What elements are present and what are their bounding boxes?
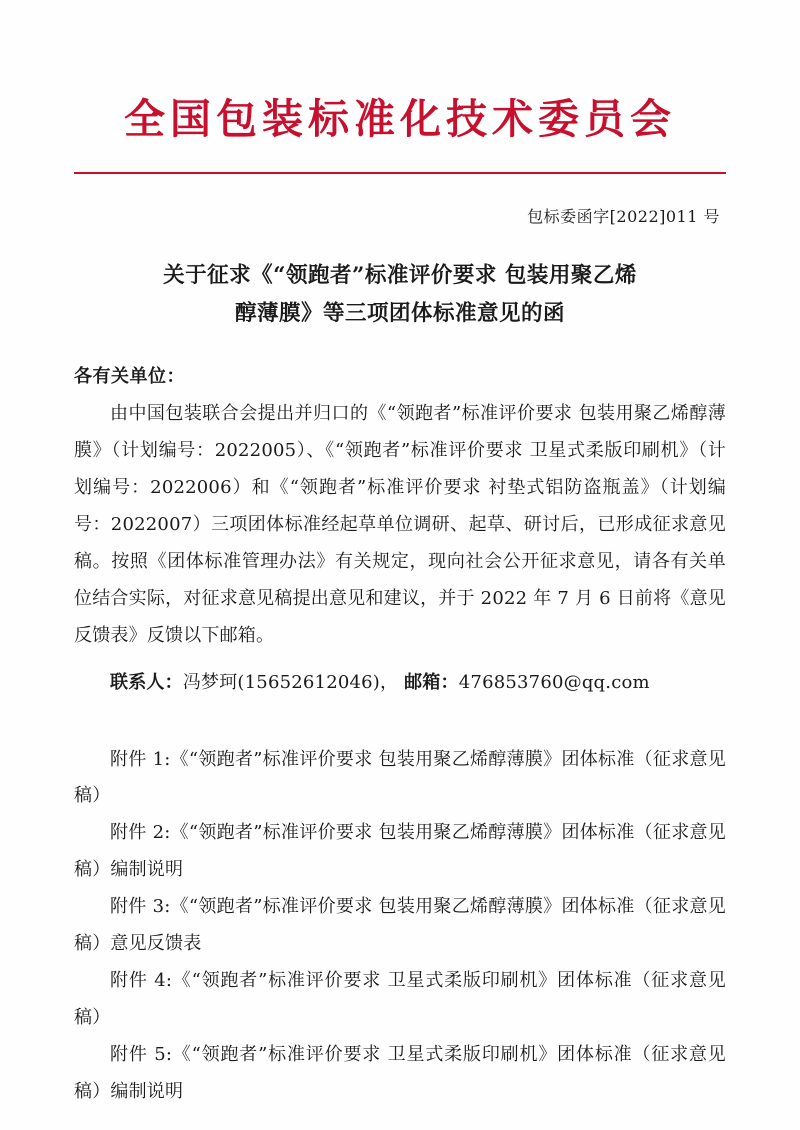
attachment-item: 附件 2:《“领跑者”标准评价要求 包装用聚乙烯醇薄膜》团体标准（征求意见稿）编制说明 [74, 822, 726, 881]
attachment-list [74, 742, 726, 1111]
attachment-item: 附件 5:《“领跑者”标准评价要求 卫星式柔版印刷机》团体标准（征求意见稿）编制说明 [74, 1043, 726, 1102]
contact-name-phone: 冯梦珂(15652612046)， [182, 671, 399, 693]
letterhead [74, 0, 726, 174]
salutation: 各有关单位： [74, 366, 185, 388]
attachment-item: 附件 4:《“领跑者”标准评价要求 卫星式柔版印刷机》团体标准（征求意见稿） [74, 969, 726, 1028]
contact-line [74, 665, 726, 702]
letterhead-divider [74, 172, 726, 174]
attachment-item: 附件 3:《“领跑者”标准评价要求 包装用聚乙烯醇薄膜》团体标准（征求意见稿）意见反馈表 [74, 896, 726, 955]
email-label: 邮箱： [404, 671, 459, 693]
issuing-organization-title: 全国包装标准化技术委员会 [124, 95, 676, 143]
contact-label: 联系人： [110, 671, 183, 693]
document-title [74, 257, 726, 332]
document-number: 包标委函字[2022]011 号 [527, 207, 720, 227]
document-title-line-2: 醇薄膜》等三项团体标准意见的函 [234, 300, 565, 326]
body-paragraph: 由中国包装联合会提出并归口的《“领跑者”标准评价要求 包装用聚乙烯醇薄膜》（计划编号：2022005）、《“领跑者”标准评价要求 卫星式柔版印刷机》（计划编号：2022006）和《“领跑者”标准评价要求 衬垫式铝防盗瓶盖》（计划编号：2022007）三项团体标准经起草单位调研、起草、研讨后，已形成征求意见稿。按照《团体标准管理办法》有关规定，现向社会公开征求意见，请各有关单位结合实际，对征求意见稿提出意见和建议，并于 2022 年 7 月 6 日前将《意见反馈表》反馈以下邮箱。 [74, 403, 726, 646]
contact-email: 476853760@qq.com [458, 671, 650, 693]
document-title-line-1: 关于征求《“领跑者”标准评价要求 包装用聚乙烯 [163, 263, 637, 289]
attachment-item: 附件 1:《“领跑者”标准评价要求 包装用聚乙烯醇薄膜》团体标准（征求意见稿） [74, 748, 726, 807]
